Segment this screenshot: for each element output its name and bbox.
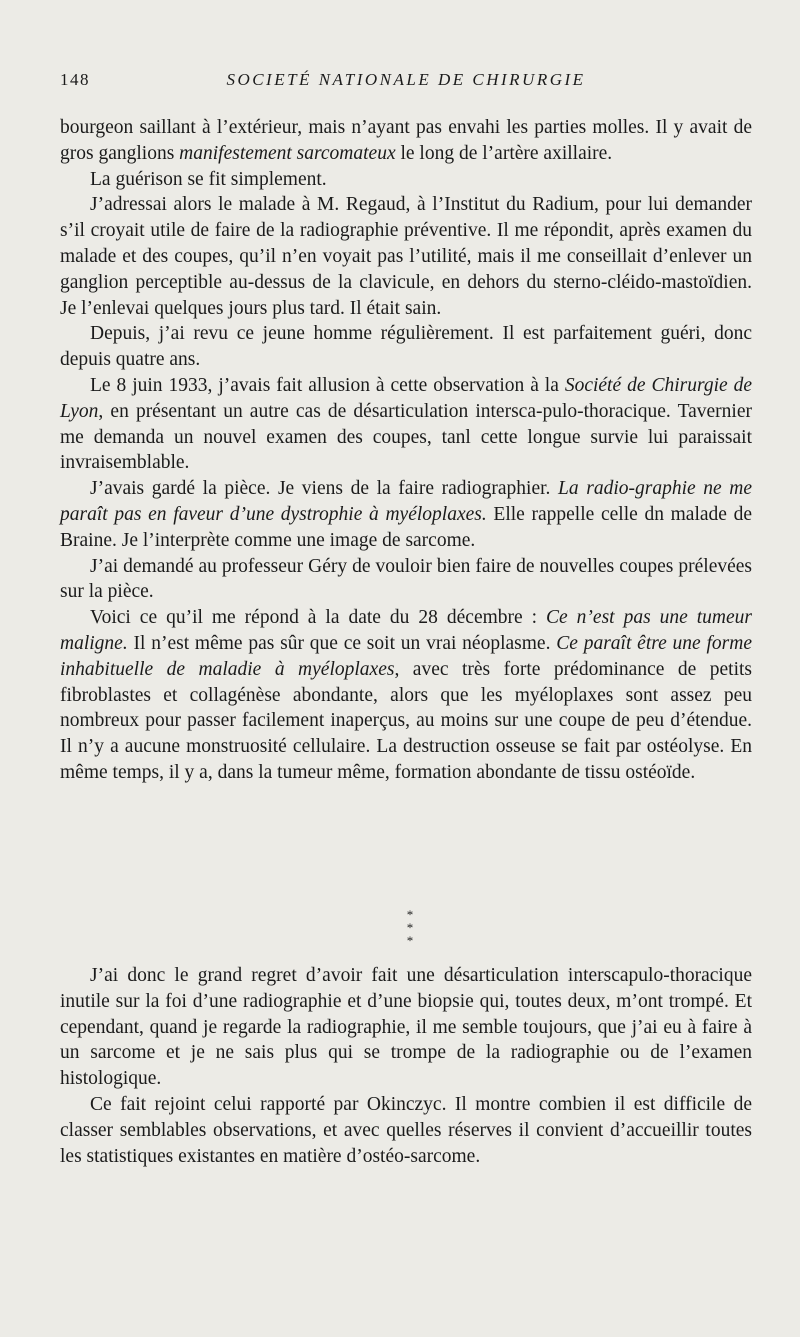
italic-text-run: Ce paraît être une forme inhabituelle de maladie à myéloplaxes xyxy=(60,632,753,680)
text-run: Depuis, j’ai revu ce jeune homme régulièrement. Il est parfaitement guéri, donc depuis quatre ans. xyxy=(60,323,752,371)
paragraph xyxy=(60,167,752,193)
text-run: J’adressai alors le malade à M. Regaud, à l’Institut du Radium, pour lui demander s’il croyait utile de faire de la radiographie préventive. Il me répondit, après examen du malade et des coupes, qu’il n’en voyait pas l’utilité, mais il me conseillait d’enlever un ganglion perceptible au-dessus de la clavicule, en dehors du sterno-cléido-mastoïdien. Je l’enlevai quelques jours plus tard. Il était sain. xyxy=(60,194,752,319)
text-run: Voici ce qu’il me répond à la date du 28 décembre : xyxy=(90,607,547,629)
paragraph xyxy=(60,373,752,476)
paragraph xyxy=(60,605,752,786)
text-run: Il n’est même pas sûr que ce soit un vrai néoplasme. xyxy=(127,632,557,654)
paragraph xyxy=(60,476,752,553)
body-text-section-1 xyxy=(60,115,752,786)
text-run: , en présentant un autre cas de désarticulation intersca-pulo-thoracique. Tavernier me demanda un nouvel examen des coupes, tanl cette longue survie lui paraissait invraisemblable. xyxy=(60,400,752,474)
text-run: Le 8 juin 1933, j’avais fait allusion à cette observation à la xyxy=(90,374,565,396)
text-run: le long de l’artère axillaire. xyxy=(395,142,613,164)
text-run: J’ai demandé au professeur Géry de vouloir bien faire de nouvelles coupes prélevées sur la pièce. xyxy=(60,555,752,603)
body-text-section-2 xyxy=(60,963,752,1169)
italic-text-run: Ce n’est pas une tumeur maligne. xyxy=(60,607,753,654)
paragraph xyxy=(60,115,752,167)
journal-title: SOCIETÉ NATIONALE DE CHIRURGIE xyxy=(226,70,586,89)
italic-text-run: Société de Chirurgie de Lyon xyxy=(60,374,752,422)
paragraph xyxy=(60,1092,752,1169)
text-run: , avec très forte prédominance de petits fibroblastes et collagénèse abondante, alors que les myéloplaxes sont assez peu nombreux pour passer facilement inaperçus, au moins sur une coupe de peu d’étendue. Il n’y a aucune monstruosité cellulaire. La destruction osseuse se fait par ostéolyse. En même temps, il y a, dans la tumeur même, formation abondante de tissu ostéoïde. xyxy=(60,658,752,783)
text-run: J’ai donc le grand regret d’avoir fait une désarticulation interscapulo-thoracique inutile sur la foi d’une radiographie et d’une biopsie qui, toutes deux, m’ont trompé. Et cependant, quand je regarde la radiographie, il me semble toujours, que j’ai eu à faire à un sarcome et je ne sais plus qui se trompe de la radiographie ou de l’examen histologique. xyxy=(60,965,752,1090)
separator-bottom-stars: * * xyxy=(406,920,428,948)
page-number: 148 xyxy=(60,70,90,89)
section-separator xyxy=(380,908,440,947)
text-run: Ce fait rejoint celui rapporté par Okinczyc. Il montre combien il est difficile de classer semblables observations, et avec quelles réserves il convient d’accueillir toutes les statistiques existantes en matière d’ostéo-sarcome. xyxy=(60,1093,752,1167)
italic-text-run: manifestement sarcomateux xyxy=(179,142,396,164)
separator-top-star: * xyxy=(406,907,414,922)
text-run: J’avais gardé la pièce. Je viens de la faire radiographier. xyxy=(90,478,559,500)
paragraph xyxy=(60,321,752,373)
text-run: La guérison se fit simplement. xyxy=(90,168,327,190)
text-run: bourgeon saillant à l’extérieur, mais n’ayant pas envahi les parties molles. Il y avait de gros ganglions xyxy=(60,117,752,164)
paragraph xyxy=(60,192,752,321)
paragraph xyxy=(60,554,752,606)
running-header xyxy=(60,70,752,94)
text-run: Elle rappelle celle dn malade de Braine. Je l’interprète comme une image de sarcome. xyxy=(60,503,753,551)
italic-text-run: La radio-graphie ne me paraît pas en faveur d’une dystrophie à myéloplaxes. xyxy=(60,478,752,525)
paragraph xyxy=(60,963,752,1092)
